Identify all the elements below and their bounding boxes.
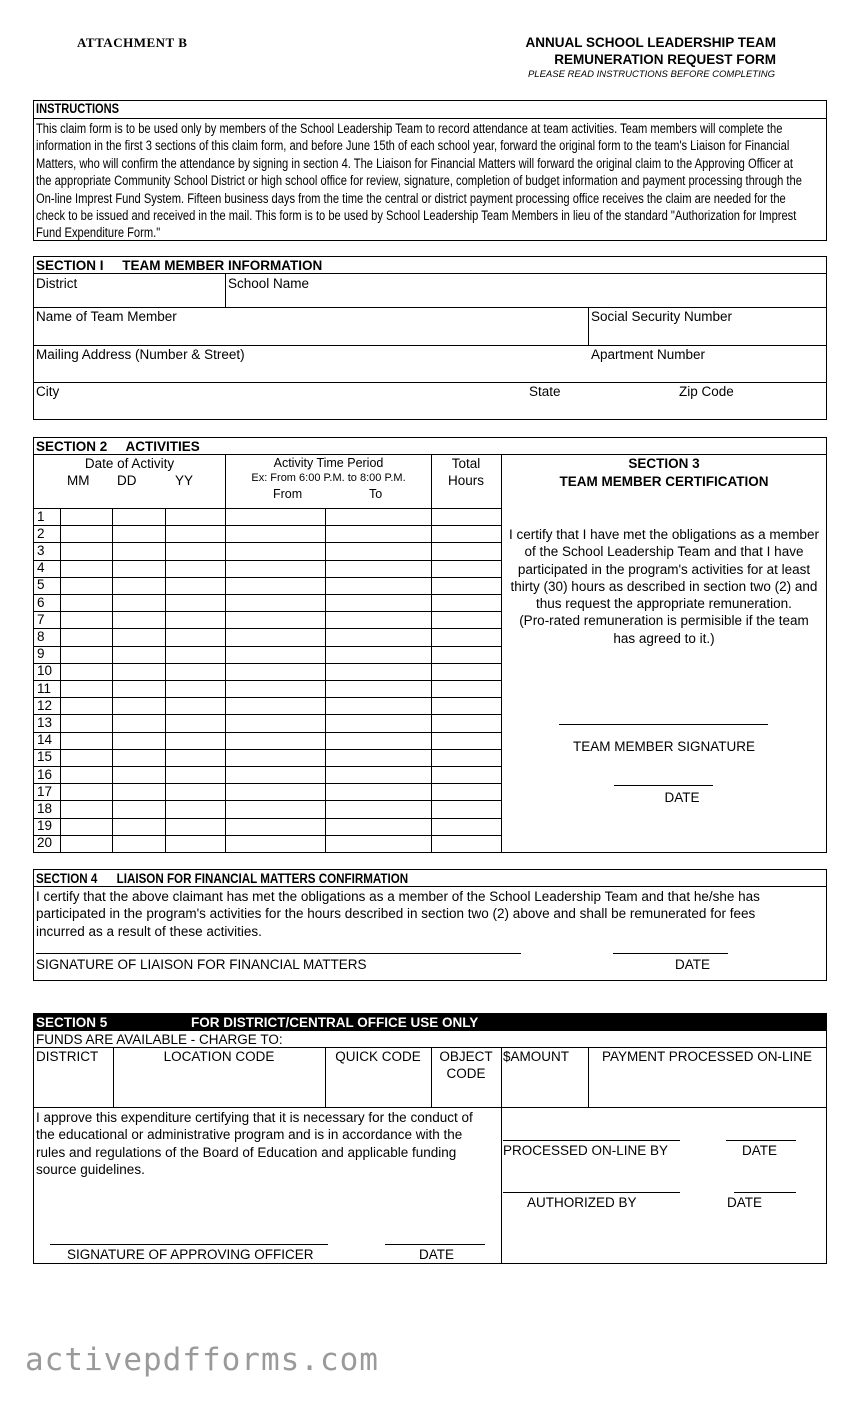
activity-row-number: 18 [37,800,53,816]
approving-officer-date-line[interactable] [385,1244,485,1245]
activity-row[interactable] [60,766,501,783]
section5-heading-right: FOR DISTRICT/CENTRAL OFFICE USE ONLY [191,1015,479,1030]
activity-row-number: 2 [37,525,45,541]
activity-row-number: 3 [37,542,45,558]
funds-available-label: FUNDS ARE AVAILABLE - CHARGE TO: [36,1032,283,1047]
activity-row[interactable] [60,542,501,559]
activity-row[interactable] [60,800,501,817]
yy-label: YY [175,473,194,488]
activity-row[interactable] [60,525,501,542]
date-of-activity-label: Date of Activity [84,456,175,471]
from-label: From [273,487,303,501]
activity-row[interactable] [60,611,501,628]
watermark-text: activepdfforms.com [25,1342,379,1378]
approving-officer-signature-line[interactable] [50,1244,328,1245]
liaison-date-label: DATE [675,957,711,972]
liaison-signature-line[interactable] [36,953,521,954]
activity-row-number: 1 [37,508,45,524]
activity-row-number: 17 [37,783,53,799]
district-field[interactable]: District [36,276,78,291]
approving-officer-date-label: DATE [419,1247,455,1262]
team-member-signature-line[interactable] [559,724,768,725]
certification-text: I certify that I have met the obligations as a member of the School Leadership Team and that I have participated in the program's activities for at least thirty (30) hours as described in section two (2) and thus request the appropriate remuneration. (Pro-rated remuneration is permisible if the team has agreed to it.) [509,527,819,646]
activity-row[interactable] [60,508,501,525]
time-period-example: Ex: From 6:00 P.M. to 8:00 P.M. [251,472,406,484]
form-title-line2: REMUNERATION REQUEST FORM [554,52,776,67]
activity-row[interactable] [60,663,501,680]
processed-date-line[interactable] [726,1140,796,1141]
activity-row-number: 8 [37,628,45,644]
activity-row-number: 12 [37,697,53,713]
activity-row[interactable] [60,714,501,731]
activity-row[interactable] [60,594,501,611]
activity-row-number: 13 [37,714,53,730]
mm-label: MM [67,473,90,488]
section1-heading: SECTION I TEAM MEMBER INFORMATION [36,258,323,273]
activity-row[interactable] [60,577,501,594]
activity-row[interactable] [60,646,501,663]
amount-field[interactable]: $AMOUNT [503,1049,570,1064]
section3-subheading: TEAM MEMBER CERTIFICATION [559,474,769,489]
authorized-date-label: DATE [727,1195,763,1210]
payment-processed-field[interactable]: PAYMENT PROCESSED ON-LINE [601,1049,813,1064]
activity-row-number: 11 [37,680,52,696]
object-code-field[interactable]: OBJECT CODE [439,1049,493,1081]
form-subtitle: PLEASE READ INSTRUCTIONS BEFORE COMPLETING [527,69,775,80]
liaison-signature-label: SIGNATURE OF LIAISON FOR FINANCIAL MATTERS [36,957,367,972]
activity-row[interactable] [60,560,501,577]
team-member-name-field[interactable]: Name of Team Member [36,309,177,324]
approval-text: I approve this expenditure certifying that it is necessary for the conduct of the educational or administrative program and is in accordance with the rules and regulations of the Board of Education and applicable funding source guidelines. [36,1110,473,1177]
activity-row-number: 16 [37,766,53,782]
dd-label: DD [117,473,137,488]
activity-time-period-label: Activity Time Period [273,456,384,470]
activity-row-number: 10 [37,663,53,679]
instructions-heading: INSTRUCTIONS [36,101,120,116]
city-field[interactable]: City [36,384,60,399]
mailing-address-field[interactable]: Mailing Address (Number & Street) [36,347,245,362]
ssn-field[interactable]: Social Security Number [591,309,733,324]
activity-row-number: 9 [37,646,45,662]
quick-code-field[interactable]: QUICK CODE [335,1049,421,1064]
processed-date-label: DATE [742,1143,778,1158]
activity-row[interactable] [60,783,501,800]
activity-row[interactable] [60,835,501,852]
activity-row[interactable] [60,680,501,697]
activity-row[interactable] [60,697,501,714]
activity-row-number: 5 [37,577,45,593]
activity-row-number: 6 [37,594,45,610]
to-label: To [369,487,383,501]
processed-by-label: PROCESSED ON-LINE BY [503,1143,669,1158]
approving-officer-signature-label: SIGNATURE OF APPROVING OFFICER [67,1247,314,1262]
activity-row-number: 20 [37,835,53,851]
liaison-date-line[interactable] [613,953,728,954]
form-title-line1: ANNUAL SCHOOL LEADERSHIP TEAM [525,35,776,50]
activity-row-number: 15 [37,749,53,765]
activity-row[interactable] [60,732,501,749]
attachment-label: ATTACHMENT B [77,35,188,50]
activity-row-number: 19 [37,818,53,834]
charge-district-field[interactable]: DISTRICT [36,1049,99,1064]
instructions-text: This claim form is to be used only by members of the School Leadership Team to record attendance at team activities. Team members will complete the information in the first 3 sections of this claim form, and before June 15th of each school year, forward the original form to the team's Liaison for Financial Matters, who will confirm the attendance by signing in section 4. The Liaison for Financial Matters will forward the original claim to the Approving Officer at the appropriate Community School District or high school office for review, signature, completion of budget information and payment processing through the On-line Imprest Fund System. Fifteen business days from the time the central or district payment processing office receives the claim are needed for the check to be issued and received in the mail. This form is to be used by School Leadership Team Members in lieu of the standard "Authorization for Imprest Fund Expenditure Form." [36,121,802,241]
location-code-field[interactable]: LOCATION CODE [163,1049,275,1064]
processed-by-line[interactable] [503,1140,680,1141]
team-member-date-line[interactable] [614,785,713,786]
activity-row[interactable] [60,628,501,645]
liaison-certification-text: I certify that the above claimant has met the obligations as a member of the School Leadership Team and that he/she has participated in the program's activities for the hours described in section two (2) above and shall be remunerated for fees incurred as a result of these activities. [36,889,760,939]
section2-heading: SECTION 2 ACTIVITIES [36,439,200,454]
state-field[interactable]: State [529,384,561,399]
section4-heading: SECTION 4 LIAISON FOR FINANCIAL MATTERS CONFIRMATION [36,871,409,886]
activity-row-number: 14 [37,732,53,748]
authorized-by-line[interactable] [503,1192,680,1193]
authorized-date-line[interactable] [734,1192,796,1193]
activity-row-number: 7 [37,611,45,627]
zip-code-field[interactable]: Zip Code [679,384,734,399]
activity-row[interactable] [60,749,501,766]
total-hours-label: Total Hours [447,456,484,488]
authorized-by-label: AUTHORIZED BY [527,1195,637,1210]
team-member-signature-label: TEAM MEMBER SIGNATURE [572,739,755,754]
section5-heading: SECTION 5 [36,1015,108,1030]
team-member-date-label: DATE [664,790,700,805]
section3-heading: SECTION 3 [628,456,700,471]
school-name-field[interactable]: School Name [228,276,310,291]
activity-row-number: 4 [37,560,45,576]
apartment-number-field[interactable]: Apartment Number [591,347,706,362]
activity-row[interactable] [60,818,501,835]
